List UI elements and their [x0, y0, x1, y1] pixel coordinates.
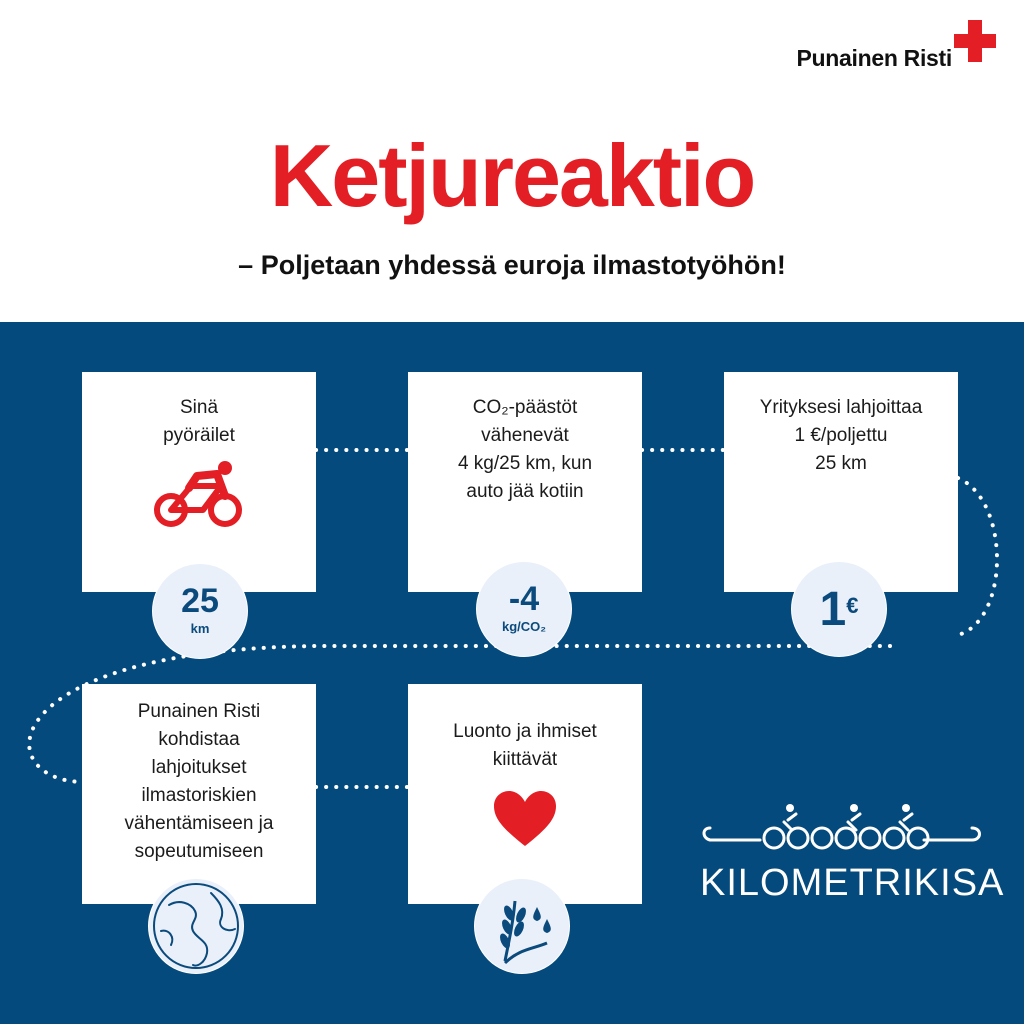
page-title: Ketjureaktio	[269, 126, 755, 225]
step-text: pyöräilet	[163, 425, 235, 446]
red-cross-icon	[954, 20, 996, 62]
badge-unit: kg/CO₂	[501, 619, 547, 634]
brand-name: Punainen Risti	[796, 45, 952, 71]
step-text: Yrityksesi lahjoittaa	[759, 397, 923, 418]
step-text: 4 kg/25 km, kun	[457, 453, 593, 474]
step-card-thanks	[408, 684, 642, 904]
step-text: 25 km	[815, 453, 867, 474]
badge-emissions	[476, 561, 572, 657]
step-text: auto jää kotiin	[466, 481, 584, 502]
step-text: Punainen Risti	[137, 701, 261, 722]
cyclist-icon	[151, 460, 247, 530]
badge-globe	[148, 878, 244, 974]
badge-value: 25	[181, 582, 219, 620]
step-text: Sinä	[179, 397, 219, 418]
step-text: vähenevät	[481, 425, 569, 446]
badge-value: -4	[508, 580, 540, 618]
page-subtitle: – Poljetaan yhdessä euroja ilmastotyöhön!	[238, 250, 786, 280]
badge-plant	[474, 878, 570, 974]
cyclists-chain-icon	[700, 800, 990, 860]
header-area	[0, 0, 1024, 322]
badge-unit: km	[190, 621, 210, 636]
step-text: vähentämiseen ja	[124, 813, 274, 834]
badge-value: 1	[819, 583, 847, 636]
kilometrikisa-logo[interactable]	[700, 800, 1005, 904]
globe-icon	[149, 879, 243, 973]
logo-text: KILOMETRIKISA	[700, 862, 1005, 904]
step-text: kiittävät	[492, 749, 558, 770]
step-text: kohdistaa	[158, 729, 240, 750]
step-text: Luonto ja ihmiset	[453, 721, 597, 742]
euro-sign: €	[846, 593, 859, 618]
step-text: 1 €/poljettu	[794, 425, 888, 446]
badge-euro	[791, 561, 887, 657]
plant-water-icon	[475, 879, 569, 973]
step-card-red-cross	[82, 684, 316, 904]
step-text: CO₂-päästöt	[472, 397, 578, 418]
step-text: sopeutumiseen	[134, 841, 264, 862]
step-card-emissions	[408, 372, 642, 592]
step-card-donation	[724, 372, 958, 592]
badge-distance	[152, 563, 248, 659]
step-text: lahjoitukset	[151, 757, 247, 778]
red-cross-logo[interactable]	[796, 28, 996, 70]
step-text: ilmastoriskien	[141, 785, 257, 806]
heart-icon	[492, 790, 558, 848]
step-card-cycling	[82, 372, 316, 592]
